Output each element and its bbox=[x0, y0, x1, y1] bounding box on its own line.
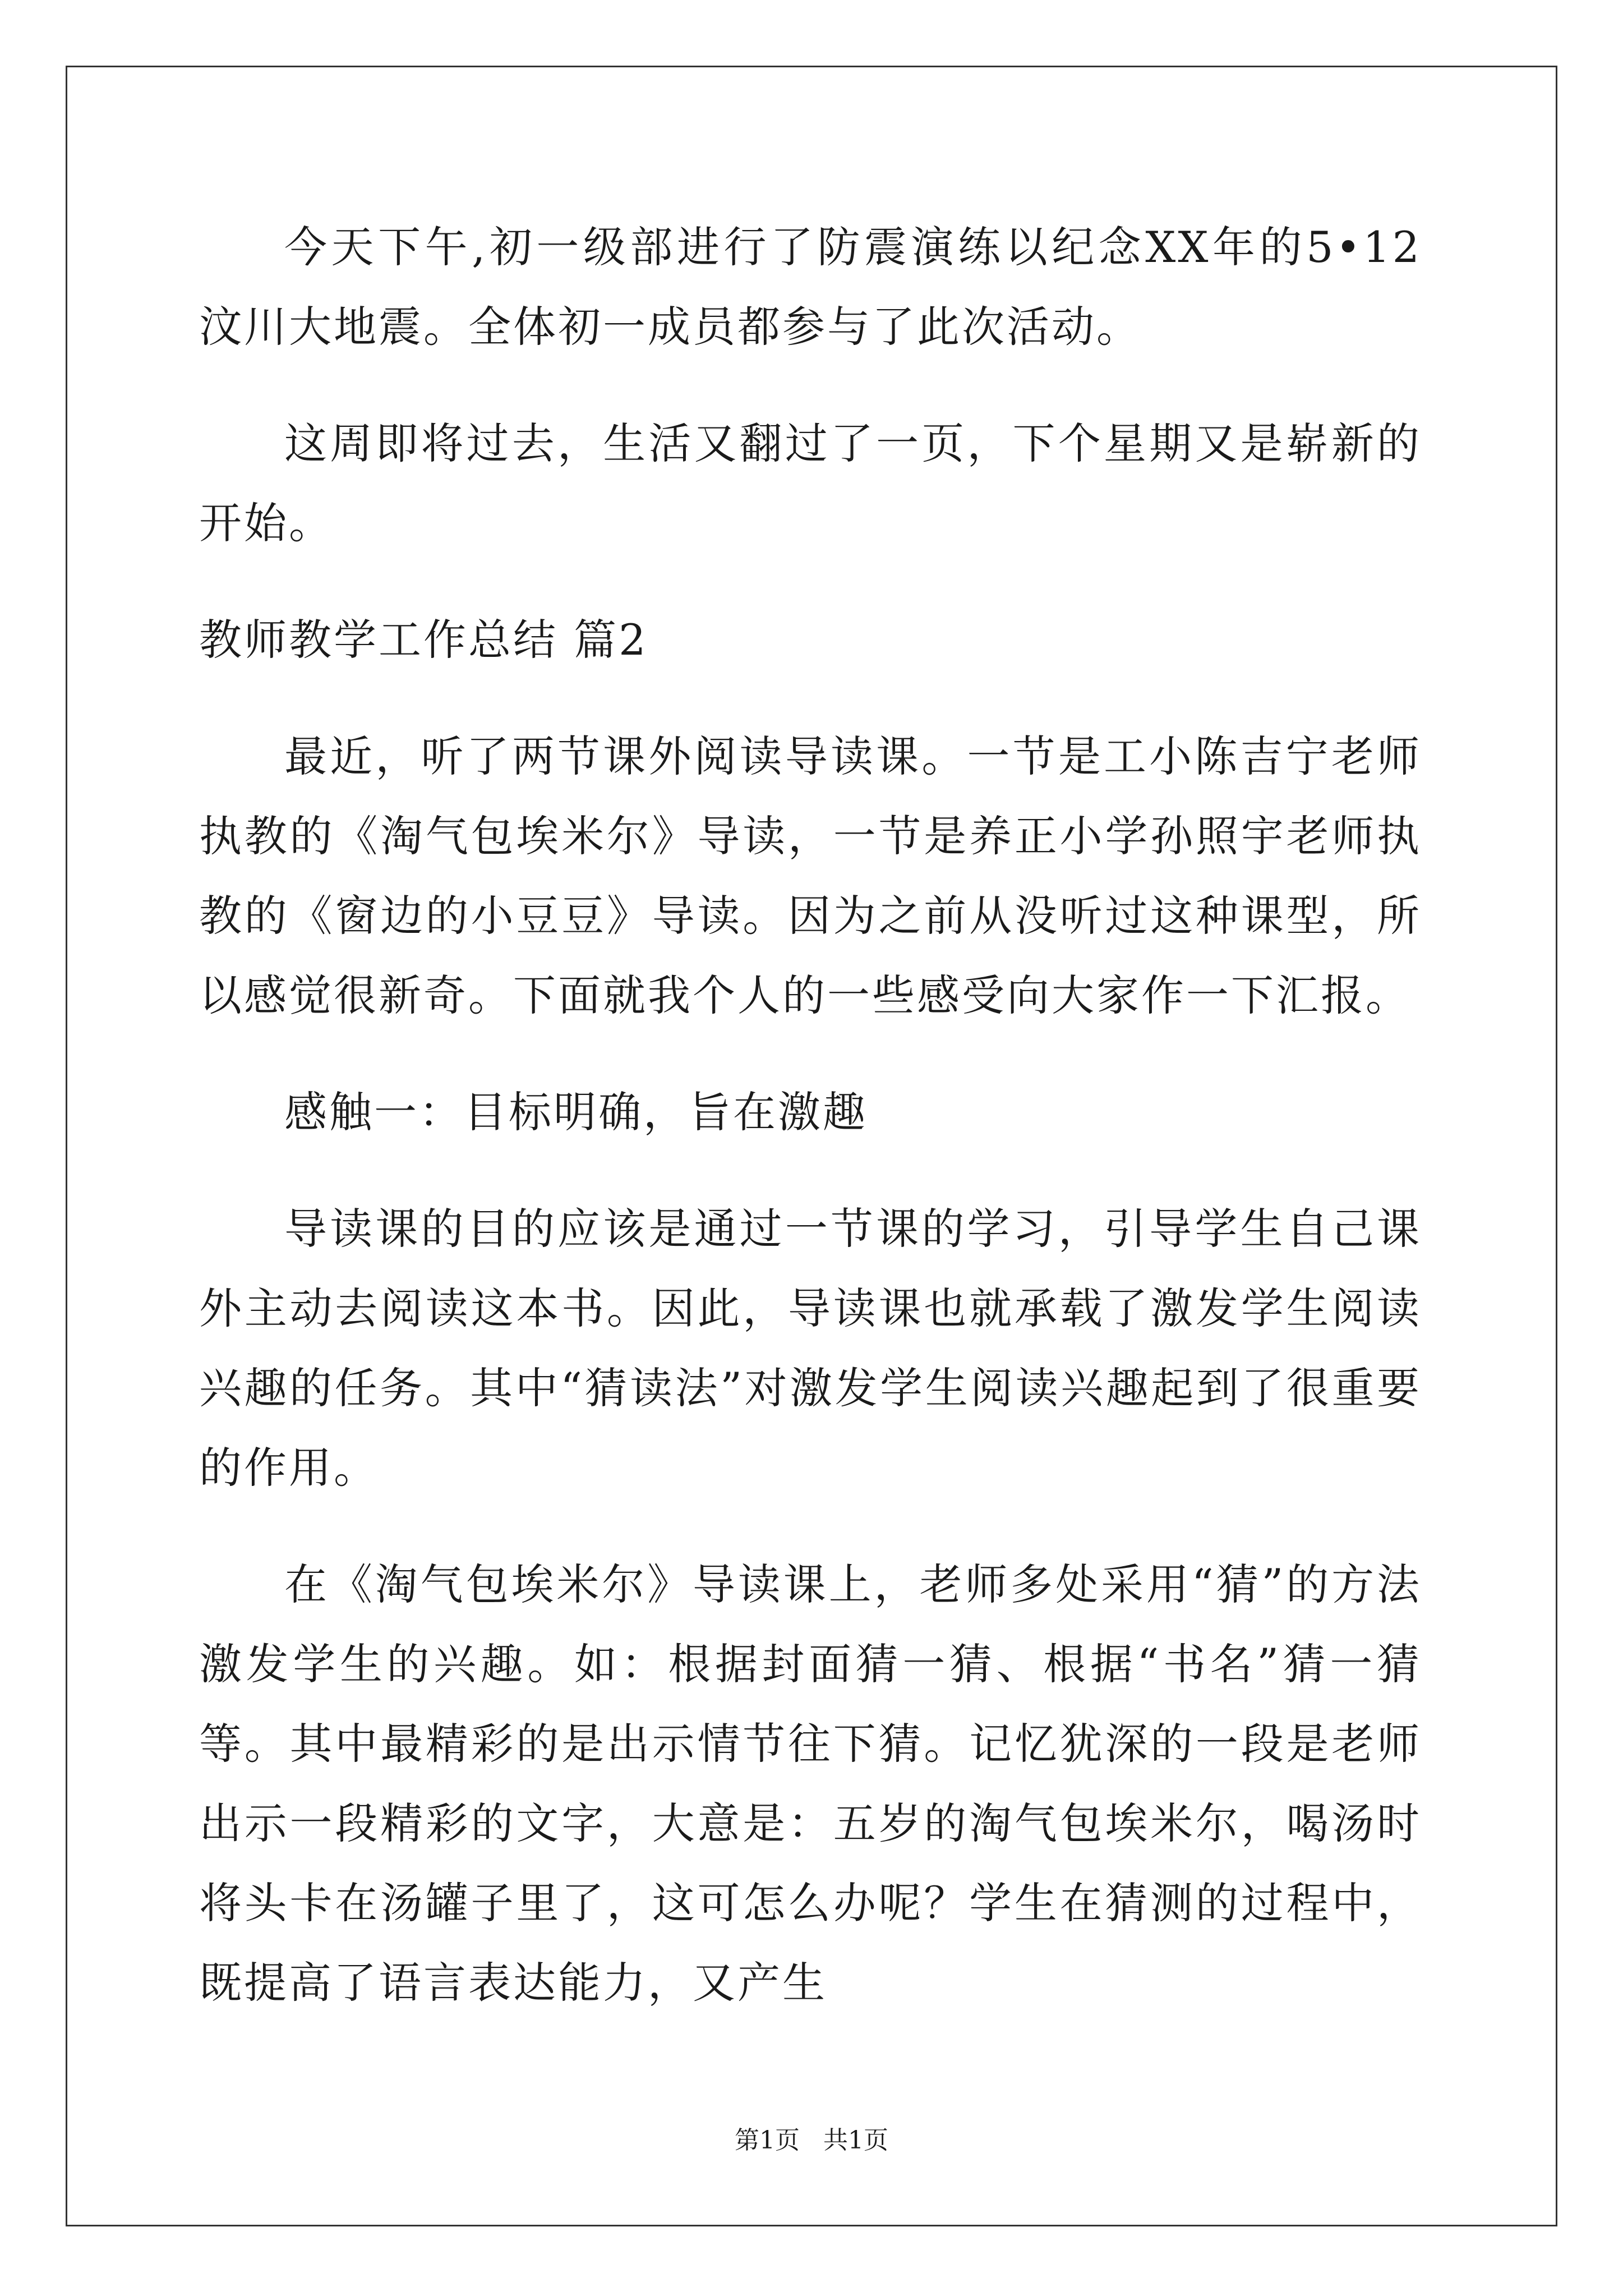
document-body bbox=[199, 208, 1422, 2060]
paragraph-4: 导读课的目的应该是通过一节课的学习，引导学生自己课外主动去阅读这本书。因此，导读课也就承载了激发学生阅读兴趣的任务。其中“猜读法”对激发学生阅读兴趣起到了很重要的作用。 bbox=[199, 1204, 1422, 1493]
paragraph-2: 这周即将过去，生活又翻过了一页，下个星期又是崭新的开始。 bbox=[199, 418, 1422, 548]
page-footer bbox=[0, 2125, 1623, 2156]
paragraph-5: 在《淘气包埃米尔》导读课上，老师多处采用“猜”的方法激发学生的兴趣。如：根据封面猜一猜、根据“书名”猜一猜等。其中最精彩的是出示情节往下猜。记忆犹深的一段是老师出示一段精彩的文字，大意是：五岁的淘气包埃米尔，喝汤时将头卡在汤罐子里了，这可怎么办呢？学生在猜测的过程中，既提高了语言表达能力，又产生 bbox=[199, 1559, 1422, 2008]
paragraph-3: 最近，听了两节课外阅读导读课。一节是工小陈吉宁老师执教的《淘气包埃米尔》导读，一节是养正小学孙照宇老师执教的《窗边的小豆豆》导读。因为之前从没听过这种课型，所以感觉很新奇。下面就我个人的一些感受向大家作一下汇报。 bbox=[199, 731, 1422, 1020]
page-total: 共1页 bbox=[823, 2126, 888, 2155]
page-number: 第1页 bbox=[735, 2126, 800, 2155]
paragraph-1: 今天下午,初一级部进行了防震演练以纪念XX年的5•12汶川大地震。全体初一成员都参与了此次活动。 bbox=[199, 222, 1422, 352]
paragraph-subheading: 感触一：目标明确，旨在激趣 bbox=[284, 1087, 868, 1137]
section-heading: 教师教学工作总结 篇2 bbox=[199, 615, 648, 665]
